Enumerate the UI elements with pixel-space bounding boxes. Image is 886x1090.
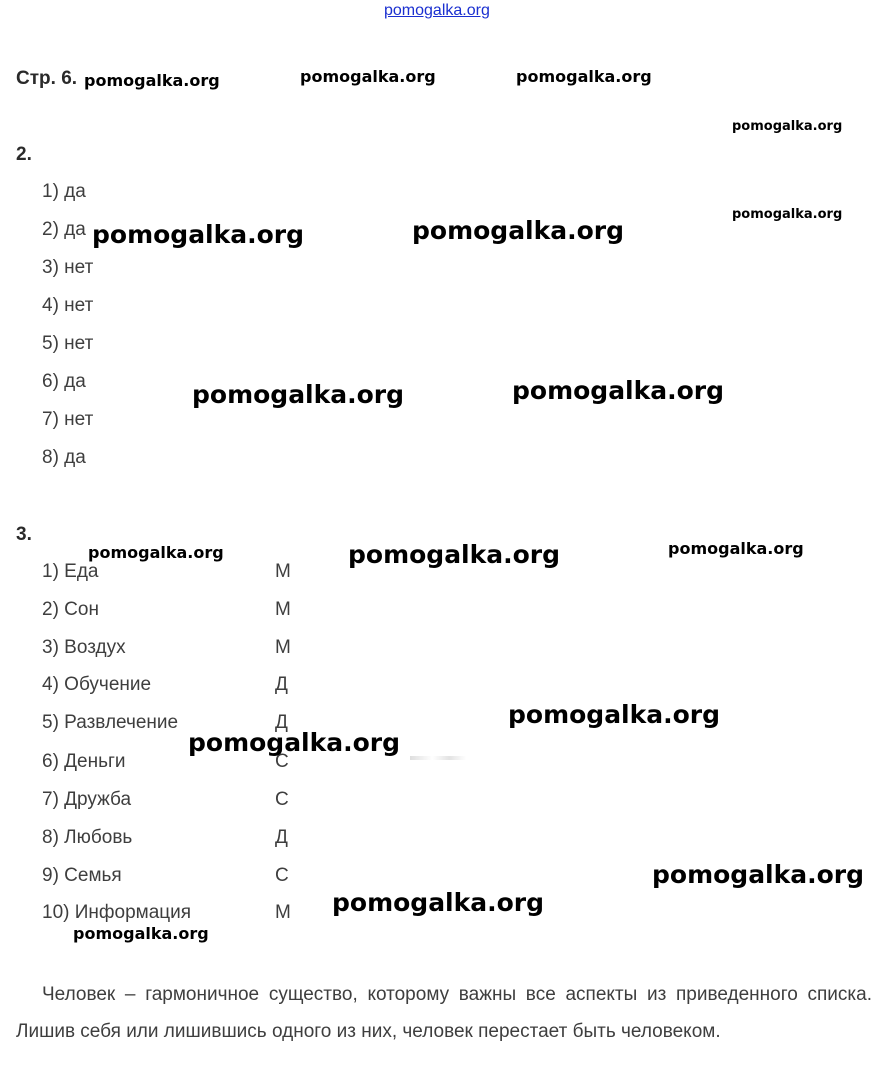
watermark: pomogalka.org xyxy=(332,888,545,917)
conclusion-paragraph: Человек – гармоничное существо, которому важны все аспекты из приведенного списка. Лишив себя или лишившись одного из них, человек перестает быть человеком. xyxy=(16,984,872,1042)
section-3-number: 3. xyxy=(16,524,32,545)
section-2-item: 5) нет xyxy=(42,333,94,354)
page-title: Стр. 6. xyxy=(16,68,78,89)
section-2-item: 4) нет xyxy=(42,295,94,316)
watermark: pomogalka.org xyxy=(732,207,843,222)
section-2-item: 7) нет xyxy=(42,409,94,430)
watermark: pomogalka.org xyxy=(512,376,725,405)
watermark: pomogalka.org xyxy=(188,728,401,757)
section-3-item-category: Д xyxy=(275,712,288,733)
watermark: pomogalka.org xyxy=(412,216,625,245)
section-3-item-category: М xyxy=(275,637,291,658)
watermark: pomogalka.org xyxy=(732,119,843,134)
section-3-item-category: С xyxy=(275,789,289,810)
watermark: pomogalka.org xyxy=(508,700,721,729)
section-3-item-label: 8) Любовь xyxy=(42,827,133,848)
section-3-item-label: 5) Развлечение xyxy=(42,712,179,733)
watermark: pomogalka.org xyxy=(652,860,865,889)
watermark: pomogalka.org xyxy=(192,380,405,409)
scan-smudge xyxy=(410,756,466,760)
watermark: pomogalka.org xyxy=(88,543,224,562)
watermark: pomogalka.org xyxy=(348,540,561,569)
section-3-item-category: М xyxy=(275,902,291,923)
section-3-item-category: М xyxy=(275,561,291,582)
section-2-number: 2. xyxy=(16,144,32,165)
section-3-item-category: М xyxy=(275,599,291,620)
section-3-item-label: 9) Семья xyxy=(42,865,122,886)
section-3-item-label: 1) Еда xyxy=(42,561,99,582)
section-3-item-label: 10) Информация xyxy=(42,902,192,923)
section-2-item: 3) нет xyxy=(42,257,94,278)
section-2-item: 6) да xyxy=(42,371,86,392)
top-site-link[interactable]: pomogalka.org xyxy=(384,2,490,19)
watermark: pomogalka.org xyxy=(516,67,652,86)
section-3-item-label: 7) Дружба xyxy=(42,789,132,810)
section-3-item-label: 6) Деньги xyxy=(42,751,126,772)
section-3-item-label: 3) Воздух xyxy=(42,637,126,658)
section-2-item: 1) да xyxy=(42,181,86,202)
section-3-item-category: Д xyxy=(275,674,288,695)
section-3-item-label: 2) Сон xyxy=(42,599,99,620)
section-2-item: 2) да xyxy=(42,219,86,240)
watermark: pomogalka.org xyxy=(73,924,209,943)
watermark: pomogalka.org xyxy=(92,220,305,249)
watermark: pomogalka.org xyxy=(300,67,436,86)
section-3-item-label: 4) Обучение xyxy=(42,674,152,695)
watermark: pomogalka.org xyxy=(668,539,804,558)
section-3-item-category: Д xyxy=(275,827,288,848)
watermark: pomogalka.org xyxy=(84,71,220,90)
section-3-item-category: С xyxy=(275,751,289,772)
section-3-item-category: С xyxy=(275,865,289,886)
section-2-item: 8) да xyxy=(42,447,86,468)
